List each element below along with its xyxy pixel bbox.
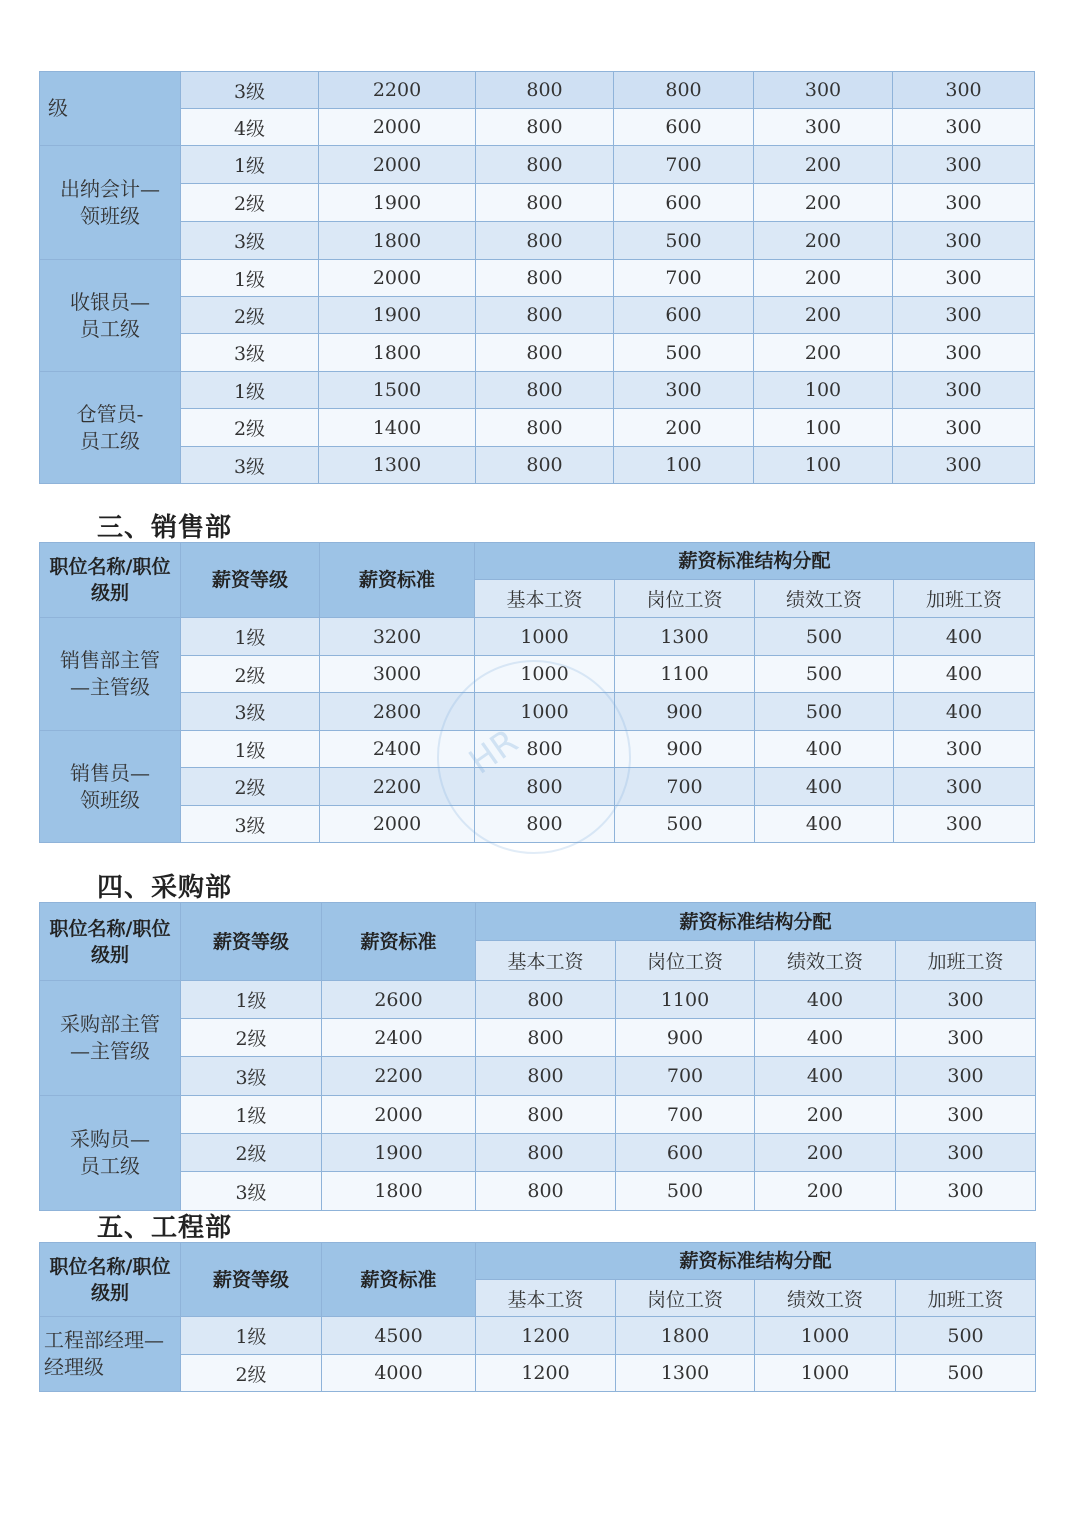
cell: 700 — [615, 768, 755, 806]
header-basic: 基本工资 — [476, 1280, 616, 1317]
table-row — [40, 447, 1035, 484]
cell: 1800 — [319, 334, 476, 372]
cell: 300 — [893, 409, 1035, 447]
cell: 300 — [896, 1134, 1036, 1172]
cell: 1000 — [755, 1355, 896, 1392]
cell: 300 — [893, 447, 1035, 484]
cell: 200 — [755, 1096, 896, 1134]
cell: 500 — [615, 806, 755, 843]
position-cell — [40, 618, 181, 731]
cell: 300 — [893, 297, 1035, 334]
cell: 300 — [754, 72, 893, 109]
cell: 500 — [755, 656, 894, 693]
cell: 1级 — [181, 260, 319, 297]
position-label: 仓管员-员工级 — [76, 401, 144, 453]
cell: 800 — [475, 768, 615, 806]
cell: 2级 — [181, 409, 319, 447]
cell: 800 — [476, 260, 614, 297]
cell: 800 — [476, 1057, 616, 1096]
cell: 600 — [616, 1134, 755, 1172]
cell: 300 — [894, 806, 1035, 843]
header-grade: 薪资等级 — [181, 1243, 322, 1317]
cell: 500 — [614, 222, 754, 260]
header-standard: 薪资标准 — [322, 903, 476, 981]
cell: 1000 — [475, 693, 615, 731]
cell: 300 — [893, 184, 1035, 222]
cell: 1900 — [319, 184, 476, 222]
cell: 1级 — [181, 146, 319, 184]
table-row — [40, 981, 1036, 1019]
cell: 200 — [754, 146, 893, 184]
cell: 500 — [896, 1355, 1036, 1392]
table-engineering — [39, 1242, 1036, 1392]
cell: 1000 — [755, 1317, 896, 1355]
header-post: 岗位工资 — [616, 941, 755, 981]
header-position: 职位名称/职位级别 — [40, 543, 181, 618]
cell: 3级 — [181, 806, 320, 843]
cell: 2200 — [319, 72, 476, 109]
table-row — [40, 334, 1035, 372]
cell: 600 — [614, 297, 754, 334]
cell: 1300 — [319, 447, 476, 484]
table-row — [40, 184, 1035, 222]
header-grade: 薪资等级 — [181, 543, 320, 618]
cell: 200 — [755, 1172, 896, 1211]
cell: 1400 — [319, 409, 476, 447]
cell: 200 — [754, 260, 893, 297]
cell: 4000 — [322, 1355, 476, 1392]
cell: 3级 — [181, 72, 319, 109]
cell: 200 — [614, 409, 754, 447]
cell: 3000 — [320, 656, 475, 693]
cell: 3级 — [181, 447, 319, 484]
cell: 1300 — [616, 1355, 755, 1392]
cell: 2级 — [181, 768, 320, 806]
cell: 800 — [476, 447, 614, 484]
cell: 1100 — [615, 656, 755, 693]
cell: 800 — [475, 731, 615, 768]
cell: 800 — [476, 409, 614, 447]
cell: 400 — [894, 656, 1035, 693]
watermark-stamp — [437, 660, 631, 854]
cell: 800 — [476, 1172, 616, 1211]
cell: 700 — [616, 1096, 755, 1134]
header-performance: 绩效工资 — [755, 1280, 896, 1317]
cell: 200 — [755, 1134, 896, 1172]
cell: 100 — [754, 409, 893, 447]
header-performance: 绩效工资 — [755, 580, 894, 618]
cell: 900 — [615, 731, 755, 768]
table-row — [40, 618, 1035, 656]
cell: 1000 — [475, 618, 615, 656]
cell: 400 — [755, 768, 894, 806]
table-row — [40, 1019, 1036, 1057]
cell: 800 — [476, 1134, 616, 1172]
cell: 1级 — [181, 981, 322, 1019]
cell: 1800 — [319, 222, 476, 260]
cell: 200 — [754, 222, 893, 260]
table-row — [40, 109, 1035, 146]
cell: 400 — [755, 731, 894, 768]
header-standard: 薪资标准 — [322, 1243, 476, 1317]
cell: 2级 — [181, 1134, 322, 1172]
cell: 2200 — [322, 1057, 476, 1096]
cell: 800 — [476, 1096, 616, 1134]
position-cell — [40, 146, 181, 260]
cell: 2000 — [322, 1096, 476, 1134]
cell: 3级 — [181, 334, 319, 372]
cell: 800 — [476, 1019, 616, 1057]
cell: 200 — [754, 334, 893, 372]
header-structure: 薪资标准结构分配 — [476, 903, 1036, 941]
cell: 100 — [754, 447, 893, 484]
header-grade: 薪资等级 — [181, 903, 322, 981]
cell: 1级 — [181, 618, 320, 656]
cell: 4500 — [322, 1317, 476, 1355]
position-cell — [40, 372, 181, 484]
position-label: 销售部主管—主管级 — [60, 648, 160, 699]
cell: 3级 — [181, 1172, 322, 1211]
cell: 800 — [476, 334, 614, 372]
cell: 800 — [476, 981, 616, 1019]
position-label: 采购部主管—主管级 — [60, 1012, 160, 1063]
cell: 300 — [894, 768, 1035, 806]
cell: 700 — [616, 1057, 755, 1096]
position-cell — [40, 260, 181, 372]
header-overtime: 加班工资 — [894, 580, 1035, 618]
section-title-engineering: 五、工程部 — [97, 1213, 233, 1243]
table-row — [40, 1057, 1036, 1096]
cell: 300 — [754, 109, 893, 146]
cell: 300 — [893, 222, 1035, 260]
cell: 200 — [754, 297, 893, 334]
cell: 2000 — [319, 260, 476, 297]
position-label: 收银员—员工级 — [70, 289, 150, 341]
cell: 1级 — [181, 731, 320, 768]
cell: 300 — [614, 372, 754, 409]
position-cell — [40, 1096, 181, 1211]
cell: 800 — [476, 184, 614, 222]
cell: 1级 — [181, 372, 319, 409]
header-basic: 基本工资 — [476, 941, 616, 981]
cell: 800 — [476, 297, 614, 334]
cell: 1000 — [475, 656, 615, 693]
position-label: 工程部经理—经理级 — [44, 1328, 164, 1379]
cell: 500 — [755, 693, 894, 731]
table-row — [40, 260, 1035, 297]
cell: 1级 — [181, 1096, 322, 1134]
cell: 900 — [615, 693, 755, 731]
table-row — [40, 1172, 1036, 1211]
header-row — [40, 543, 1035, 580]
cell: 2级 — [181, 297, 319, 334]
watermark-text: HR — [461, 721, 526, 783]
position-label: 销售员—领班级 — [70, 760, 150, 812]
table-row — [40, 222, 1035, 260]
cell: 800 — [476, 109, 614, 146]
cell: 3200 — [320, 618, 475, 656]
position-cell — [40, 731, 181, 843]
cell: 300 — [893, 260, 1035, 297]
header-position: 职位名称/职位级别 — [40, 1243, 181, 1317]
cell: 1100 — [616, 981, 755, 1019]
cell: 800 — [476, 146, 614, 184]
cell: 500 — [614, 334, 754, 372]
cell: 1500 — [319, 372, 476, 409]
cell: 1800 — [616, 1317, 755, 1355]
cell: 1900 — [322, 1134, 476, 1172]
position-cell — [40, 1317, 181, 1392]
cell: 500 — [616, 1172, 755, 1211]
cell: 700 — [614, 260, 754, 297]
cell: 300 — [896, 1172, 1036, 1211]
cell: 1级 — [181, 1317, 322, 1355]
cell: 2600 — [322, 981, 476, 1019]
position-label: 采购员—员工级 — [70, 1127, 150, 1178]
cell: 400 — [755, 981, 896, 1019]
position-label: 出纳会计—领班级 — [60, 176, 160, 228]
cell: 1300 — [615, 618, 755, 656]
cell: 2级 — [181, 1019, 322, 1057]
cell: 300 — [893, 109, 1035, 146]
cell: 400 — [894, 693, 1035, 731]
cell: 2000 — [319, 146, 476, 184]
cell: 4级 — [181, 109, 319, 146]
header-basic: 基本工资 — [475, 580, 615, 618]
table-row — [40, 372, 1035, 409]
header-overtime: 加班工资 — [896, 941, 1036, 981]
cell: 2000 — [319, 109, 476, 146]
position-cell — [40, 981, 181, 1096]
cell: 800 — [476, 72, 614, 109]
cell: 300 — [896, 1057, 1036, 1096]
position-cell: 级 — [40, 72, 181, 146]
header-performance: 绩效工资 — [755, 941, 896, 981]
section-title-sales: 三、销售部 — [97, 513, 233, 543]
header-row — [40, 1243, 1036, 1280]
cell: 3级 — [181, 222, 319, 260]
cell: 400 — [894, 618, 1035, 656]
cell: 800 — [614, 72, 754, 109]
table-row — [40, 1134, 1036, 1172]
cell: 900 — [616, 1019, 755, 1057]
cell: 2400 — [322, 1019, 476, 1057]
header-post: 岗位工资 — [615, 580, 755, 618]
cell: 300 — [893, 72, 1035, 109]
cell: 300 — [893, 334, 1035, 372]
cell: 2000 — [320, 806, 475, 843]
header-post: 岗位工资 — [616, 1280, 755, 1317]
cell: 1200 — [476, 1317, 616, 1355]
cell: 300 — [894, 731, 1035, 768]
cell: 200 — [754, 184, 893, 222]
cell: 600 — [614, 109, 754, 146]
cell: 800 — [476, 222, 614, 260]
cell: 2400 — [320, 731, 475, 768]
table-row — [40, 1096, 1036, 1134]
table-row — [40, 297, 1035, 334]
cell: 2级 — [181, 656, 320, 693]
table-row — [40, 146, 1035, 184]
cell: 600 — [614, 184, 754, 222]
cell: 500 — [896, 1317, 1036, 1355]
cell: 2200 — [320, 768, 475, 806]
table-row — [40, 1355, 1036, 1392]
cell: 2级 — [181, 1355, 322, 1392]
cell: 1200 — [476, 1355, 616, 1392]
header-standard: 薪资标准 — [320, 543, 475, 618]
cell: 3级 — [181, 1057, 322, 1096]
table-row — [40, 1317, 1036, 1355]
cell: 300 — [893, 372, 1035, 409]
cell: 400 — [755, 806, 894, 843]
header-row — [40, 903, 1036, 941]
header-structure: 薪资标准结构分配 — [475, 543, 1035, 580]
cell: 100 — [614, 447, 754, 484]
table-purchase — [39, 902, 1036, 1211]
header-position: 职位名称/职位级别 — [40, 903, 181, 981]
cell: 400 — [755, 1019, 896, 1057]
table-continued — [39, 71, 1035, 484]
cell: 300 — [893, 146, 1035, 184]
cell: 100 — [754, 372, 893, 409]
header-structure: 薪资标准结构分配 — [476, 1243, 1036, 1280]
cell: 800 — [476, 372, 614, 409]
cell: 300 — [896, 1019, 1036, 1057]
table-row — [40, 72, 1035, 109]
table-row — [40, 409, 1035, 447]
cell: 300 — [896, 1096, 1036, 1134]
cell: 500 — [755, 618, 894, 656]
cell: 800 — [475, 806, 615, 843]
cell: 1800 — [322, 1172, 476, 1211]
cell: 300 — [896, 981, 1036, 1019]
cell: 400 — [755, 1057, 896, 1096]
cell: 2800 — [320, 693, 475, 731]
section-title-purchase: 四、采购部 — [97, 873, 233, 903]
cell: 700 — [614, 146, 754, 184]
cell: 1900 — [319, 297, 476, 334]
cell: 2级 — [181, 184, 319, 222]
cell: 3级 — [181, 693, 320, 731]
header-overtime: 加班工资 — [896, 1280, 1036, 1317]
